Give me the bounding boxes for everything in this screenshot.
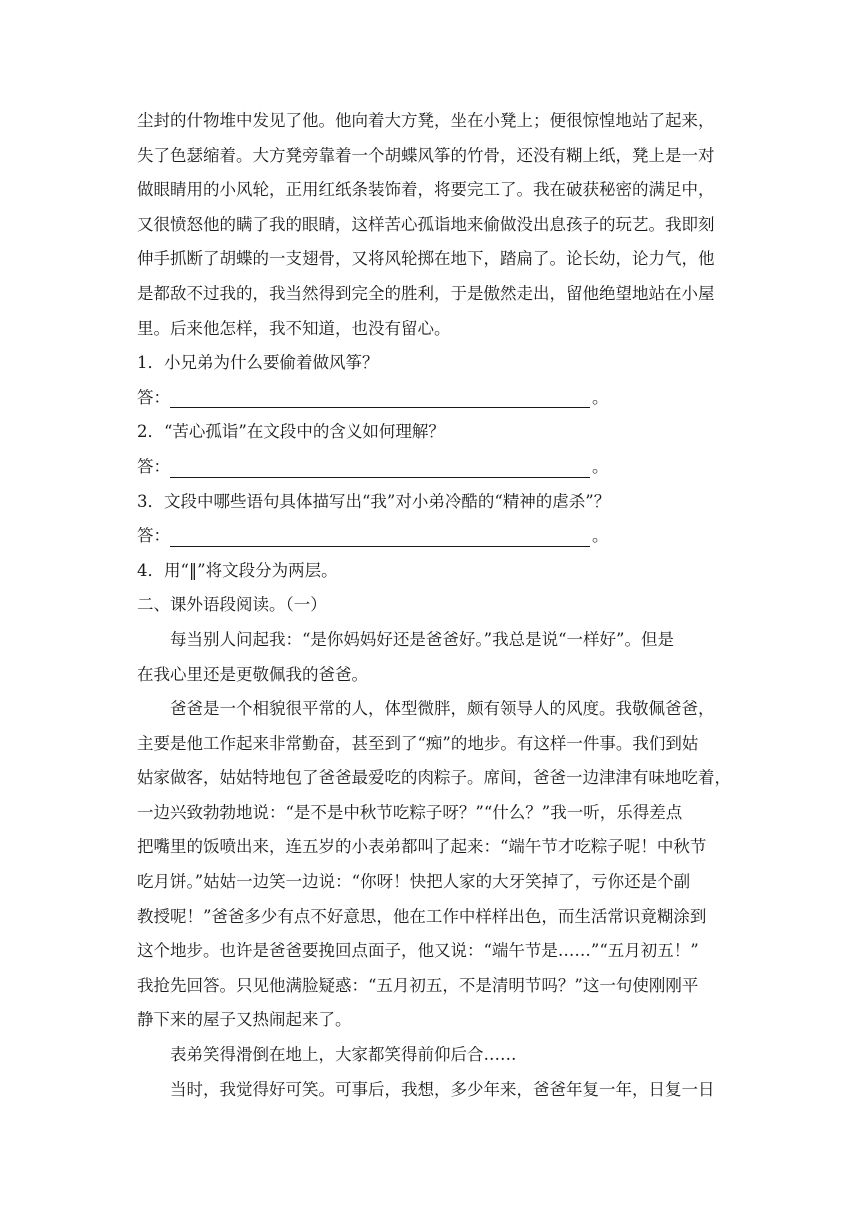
passage-line: 把嘴里的饭喷出来，连五岁的小表弟都叫了起来：“端午节才吃粽子呢！中秋节 — [137, 837, 707, 857]
passage-line: 尘封的什物堆中发见了他。他向着大方凳，坐在小凳上；便很惊惶地站了起来， — [137, 111, 715, 130]
answer-end: 。 — [592, 456, 609, 476]
passage-line: 教授呢！”爸爸多少有点不好意思，他在工作中样样出色，而生活常识竟糊涂到 — [137, 906, 707, 926]
answer-label: 答： — [137, 456, 170, 476]
passage-line: 是都敌不过我的，我当然得到完全的胜利，于是傲然走出，留他绝望地站在小屋 — [137, 283, 715, 303]
passage-line: 表弟笑得滑倒在地上，大家都笑得前仰后合…… — [170, 1045, 517, 1065]
section-heading: 二、课外语段阅读。（一） — [137, 595, 327, 615]
passage-line: 伸手抓断了胡蝶的一支翅骨，又将风轮掷在地下，踏扁了。论长幼，论力气，他 — [137, 249, 715, 269]
document-page — [137, 104, 737, 1107]
question-3: 3．文段中哪些语句具体描写出“我”对小弟冷酷的“精神的虐杀”？ — [137, 491, 611, 511]
passage-kite — [137, 104, 737, 346]
passage-line: 又很愤怒他的瞒了我的眼睛，这样苦心孤诣地来偷做没出息孩子的玩艺。我即刻 — [137, 214, 715, 234]
answer-2 — [137, 450, 737, 485]
passage-line: 吃月饼。”姑姑一边笑一边说：“你呀！快把人家的大牙笑掉了，亏你还是个副 — [137, 872, 691, 892]
passage-line: 爸爸是一个相貌很平常的人，体型微胖，颇有领导人的风度。我敬佩爸爸， — [170, 699, 715, 719]
passage-line: 我抢先回答。只见他满脸疑惑：“五月初五，不是清明节吗？”这一句使刚刚平 — [137, 975, 699, 995]
passage-line: 在我心里还是更敬佩我的爸爸。 — [137, 664, 368, 684]
question-2: 2．“苦心孤诣”在文段中的含义如何理解？ — [137, 422, 445, 442]
passage-line: 失了色瑟缩着。大方凳旁靠着一个胡蝶风筝的竹骨，还没有糊上纸，凳上是一对 — [137, 145, 715, 165]
question-list — [137, 346, 737, 588]
passage-line: 姑家做客，姑姑特地包了爸爸最爱吃的肉粽子。席间，爸爸一边津津有味地吃着， — [137, 768, 731, 788]
passage-father — [137, 623, 737, 1107]
passage-line: 做眼睛用的小风轮，正用红纸条装饰着，将要完工了。我在破获秘密的满足中， — [137, 180, 715, 200]
answer-blank[interactable] — [170, 455, 590, 478]
answer-3 — [137, 519, 737, 554]
passage-line: 静下来的屋子又热闹起来了。 — [137, 1010, 352, 1030]
answer-end: 。 — [592, 526, 609, 546]
answer-1 — [137, 381, 737, 416]
passage-line: 这个地步。也许是爸爸要挽回点面子，他又说：“端午节是……”“五月初五！” — [137, 941, 699, 961]
answer-end: 。 — [592, 387, 609, 407]
passage-line: 每当别人问起我：“是你妈妈好还是爸爸好。”我总是说“一样好”。但是 — [170, 629, 674, 649]
answer-label: 答： — [137, 387, 170, 407]
question-1: 1．小兄弟为什么要偷着做风筝？ — [137, 353, 379, 373]
question-4: 4．用“‖”将文段分为两层。 — [137, 560, 338, 580]
answer-blank[interactable] — [170, 385, 590, 408]
passage-line: 当时，我觉得好可笑。可事后，我想，多少年来，爸爸年复一年，日复一日 — [170, 1079, 715, 1099]
answer-blank[interactable] — [170, 524, 590, 547]
answer-label: 答： — [137, 526, 170, 546]
passage-line: 一边兴致勃勃地说：“是不是中秋节吃粽子呀？”“什么？”我一听，乐得差点 — [137, 802, 683, 822]
passage-line: 里。后来他怎样，我不知道，也没有留心。 — [137, 318, 451, 338]
passage-line: 主要是他工作起来非常勤奋，甚至到了“痴”的地步。有这样一件事。我们到姑 — [137, 733, 699, 753]
